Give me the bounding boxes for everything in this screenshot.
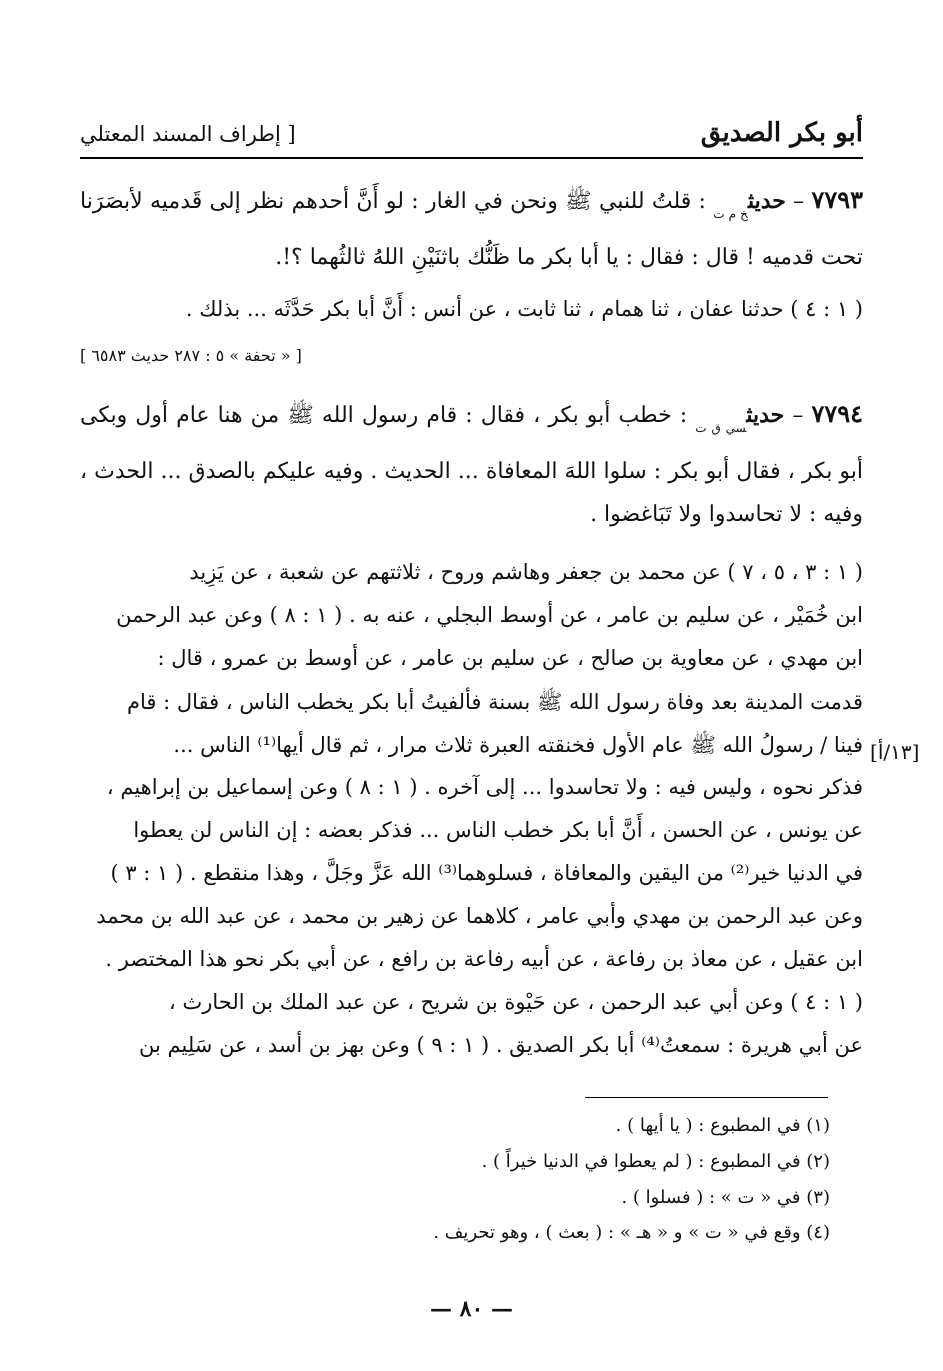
chain-line: ( ١ : ٣ ، ٥ ، ٧ ) عن محمد بن جعفر وهاشم وروح ، ثلاثتهم عن شعبة ، عن يَزِيد — [189, 560, 863, 584]
chain-line: ابن عقيل ، عن معاذ بن رفاعة ، عن أبيه رفاعة بن رافع ، عن أبي بكر نحو هذا المختصر . — [105, 947, 863, 971]
hadith-entry-7794: ٧٧٩٤ – حديث$_{سي ق ت}$ : خطب أبو بكر ، فقال : قام رسول الله ﷺ من هنا عام أول وبكى أبو بكر ، فقال أبو بكر : سلوا اللهَ المعافاة ... الحديث . وفيه عليكم بالصدق ... الحدث ، وفيه : لا تحاسدوا ولا تَبَاغضوا . — [80, 399, 864, 527]
hadith-entry-7793: ٧٧٩٣ – حديث$_{خ م ت}$ : قلتُ للنبي ﷺ ونحن في الغار : لو أَنَّ أحدهم نظر إلى قَدميه لأبصَرَنا تحت قدميه ! قال : فقال : يا أبا بكر ما ظَنُّك باثنَيْنِ اللهُ ثالثُهما ؟!. — [80, 185, 864, 270]
source-sigla: خ م ت — [713, 207, 748, 221]
page-header — [80, 118, 863, 154]
chain-line: قدمت المدينة بعد وفاة رسول الله ﷺ بسنة فألفيتُ أبا بكر يخطب الناس ، فقال : قام — [127, 690, 863, 714]
hadith-number: ٧٧٩٣ — [811, 185, 864, 214]
chain-line: فذكر نحوه ، وليس فيه : ولا تحاسدوا ... إلى آخره . ( ١ : ٨ ) وعن إسماعيل بن إبراهيم ، — [106, 775, 863, 799]
isnad-chain-7793: ( ١ : ٤ ) حدثنا عفان ، ثنا همام ، ثنا ثابت ، عن أنس : أَنَّ أبا بكر حَدَّثَه ... بذلك . — [185, 297, 863, 321]
chain-line: عن أبي هريرة : سمعتُ⁽⁴⁾ أبا بكر الصديق . ( ١ : ٩ ) وعن بهز بن أسد ، عن سَلِيم بن — [139, 1033, 863, 1057]
page-number: — ٨٠ — — [430, 1296, 513, 1322]
hadith-number: ٧٧٩٤ — [811, 399, 864, 428]
chain-line: وعن عبد الرحمن بن مهدي وأبي عامر ، كلاهما عن زهير بن محمد ، عن عبد الله بن محمد — [96, 904, 863, 928]
chain-line: عن يونس ، عن الحسن ، أَنَّ أبا بكر خطب الناس ... فذكر بعضه : إن الناس لن يعطوا — [133, 818, 863, 842]
chapter-title: أبو بكر الصديق — [700, 118, 863, 148]
footnote: (٤) وقع في « ت » و « هـ » : ( بعث ) ، وهو تحريف . — [433, 1222, 830, 1243]
footnote: (٣) في « ت » : ( فسلوا ) . — [621, 1187, 830, 1208]
chain-line: ابن خُمَيْر ، عن سليم بن عامر ، عن أوسط البجلي ، عنه به . ( ١ : ٨ ) وعن عبد الرحمن — [116, 603, 863, 627]
source-sigla: سي ق ت — [695, 421, 747, 435]
chain-line: فينا / رسولُ الله ﷺ عام الأول فخنقته العبرة ثلاث مرار ، ثم قال أيها⁽¹⁾ الناس ... — [173, 733, 863, 757]
chain-line: ابن مهدي ، عن معاوية بن صالح ، عن سليم بن عامر ، عن أوسط بن عمرو ، قال : — [157, 646, 863, 670]
hadith-text: : خطب أبو بكر ، فقال : قام رسول الله ﷺ من هنا عام أول وبكى أبو بكر ، فقال أبو بكر : سلوا اللهَ المعافاة ... الحديث . وفيه عليكم بالصدق ... الحدث ، وفيه : لا تحاسدوا ولا تَبَاغضوا . — [80, 403, 863, 527]
header-divider — [80, 157, 863, 159]
tuhfa-reference: [ « تحفة » ٥ : ٢٨٧ حديث ٦٥٨٣ ] — [80, 346, 302, 365]
folio-margin-note: [١٣/أ] — [870, 740, 920, 764]
hadith-label: حديث — [747, 188, 786, 214]
footnote: (١) في المطبوع : ( يا أيها ) . — [615, 1115, 830, 1136]
hadith-label: حديث — [746, 402, 785, 428]
chain-line: ( ١ : ٤ ) وعن أبي عبد الرحمن ، عن حَيْوة بن شريح ، عن عبد الملك بن الحارث ، — [169, 990, 863, 1014]
footnote-divider — [585, 1097, 828, 1098]
book-title: [ إطراف المسند المعتلي — [80, 122, 296, 146]
footnote: (٢) في المطبوع : ( لم يعطوا في الدنيا خيراً ) . — [481, 1151, 830, 1172]
chain-line: في الدنيا خير⁽²⁾ من اليقين والمعافاة ، فسلوهما⁽³⁾ الله عَزَّ وجَلَّ ، وهذا منقطع . ( ١ : ٣ ) — [110, 861, 863, 885]
hadith-text: : قلتُ للنبي ﷺ ونحن في الغار : لو أَنَّ أحدهم نظر إلى قَدميه لأبصَرَنا تحت قدميه ! قال : فقال : يا أبا بكر ما ظَنُّك باثنَيْنِ اللهُ ثالثُهما ؟!. — [80, 189, 863, 270]
